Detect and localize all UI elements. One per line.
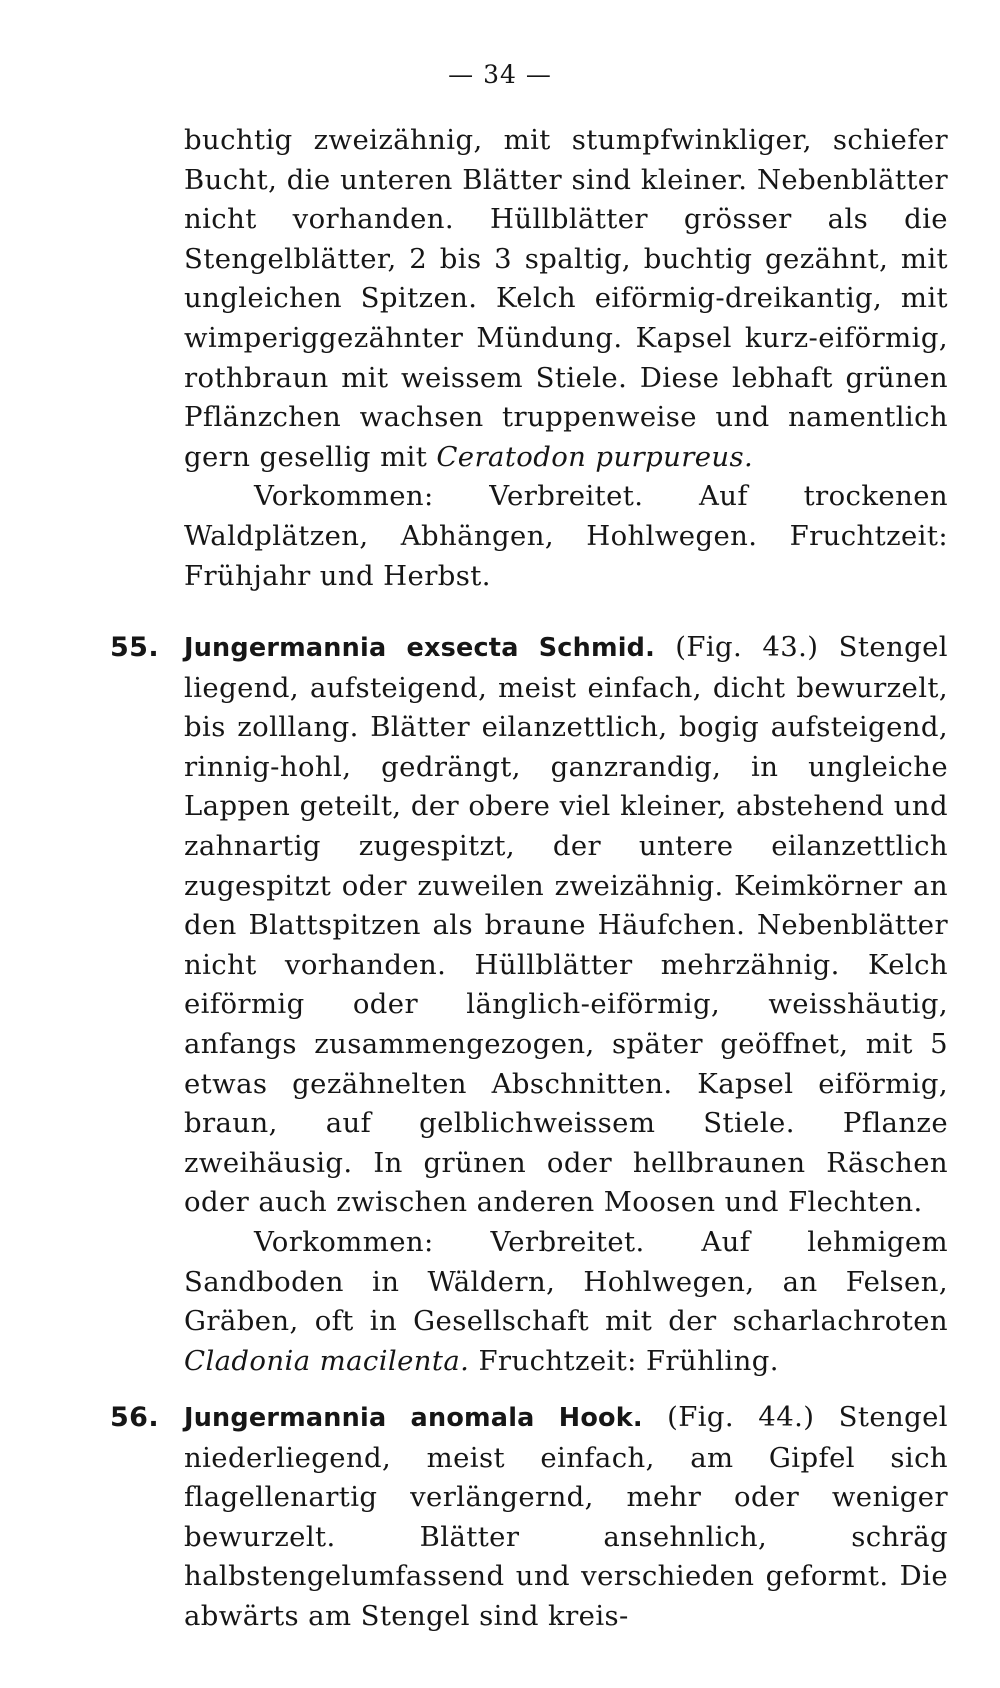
entry-56 [110,1398,948,1637]
species-reference: Cladonia macilenta. [184,1344,470,1377]
fruiting-time: Fruchtzeit: Frühling. [478,1344,779,1377]
entry-55-occurrence-paragraph [184,1223,948,1381]
entry-55 [110,628,948,1381]
entry-description: (Fig. 44.) Stengel niederliegend, meist einfach, am Gipfel sich flagellenartig verlängernd, mehr oder weniger bewurzelt. Blätter ansehnlich, schräg halbstengelumfassend und verschieden geformt. Die abwärts am Stengel sind kreis- [184,1401,948,1632]
entry-number: 56. [110,1402,160,1433]
entry-description: (Fig. 43.) Stengel liegend, aufsteigend, meist einfach, dicht bewurzelt, bis zolllang. Blätter eilanzettlich, bogig aufsteigend, rinnig-hohl, gedrängt, ganzrandig, in ungleiche Lappen geteilt, der obere viel kleiner, abstehend und zahnartig zugespitzt, der untere eilanzettlich zugespitzt oder zuweilen zweizähnig. Keimkörner an den Blattspitzen als braune Häufchen. Nebenblätter nicht vorhanden. Hüllblätter mehrzähnig. Kelch eiförmig oder länglich-eiförmig, weisshäutig, anfangs zusammengezogen, später geöffnet, mit 5 etwas gezähnelten Abschnitten. Kapsel eiförmig, braun, auf gelblichweissem Stiele. Pflanze zweihäusig. In grünen oder hellbraunen Räschen oder auch zwischen anderen Moosen und Flechten. [184,631,948,1219]
continuation-description: buchtig zweizähnig, mit stumpfwinkliger, schiefer Bucht, die unteren Blätter sind kleiner. Nebenblätter nicht vorhanden. Hüllblätter grösser als die Stengelblätter, 2 bis 3 spaltig, buchtig gezähnt, mit ungleichen Spitzen. Kelch eiförmig-dreikantig, mit wimperiggezähnter Mündung. Kapsel kurz-eiförmig, rothbraun mit weissem Stiele. Diese lebhaft grünen Pflänzchen wachsen truppenweise und namentlich gern gesellig mit [184,124,948,473]
continuation-paragraph [184,121,948,477]
occurrence-text: Vorkommen: Verbreitet. Auf lehmigem Sandboden in Wäldern, Hohlwegen, an Felsen, Gräben, oft in Gesellschaft mit der scharlachroten [184,1225,948,1338]
entry-56-description-paragraph [110,1398,948,1637]
page-number: — 34 — [448,60,552,89]
entry-number: 55. [110,632,160,663]
entry-title: Jungermannia exsecta Schmid. [184,633,656,663]
continuation-text-block [184,121,948,596]
entry-55-description-paragraph [110,628,948,1223]
occurrence-paragraph: Vorkommen: Verbreitet. Auf trockenen Waldplätzen, Abhängen, Hohlwegen. Fruchtzeit: Frühjahr und Herbst. [184,480,948,592]
entry-title: Jungermannia anomala Hook. [184,1403,643,1433]
species-reference: Ceratodon purpureus. [436,440,754,473]
